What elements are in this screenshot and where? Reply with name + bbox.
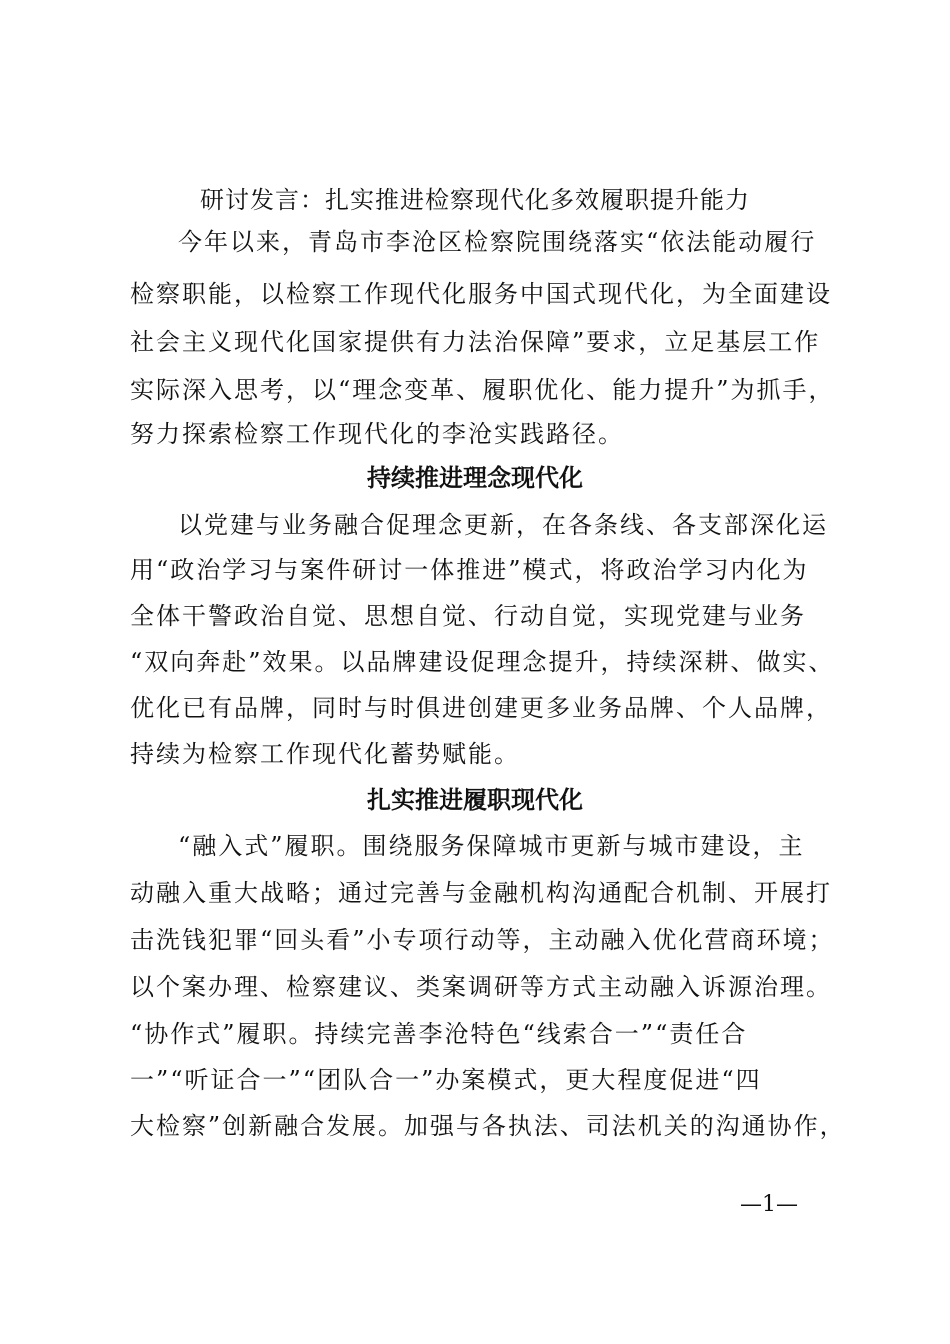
paragraph-line: 努力探索检察工作现代化的李沧实践路径。 — [130, 420, 624, 448]
paragraph-line: 全体干警政治自觉、思想自觉、行动自觉，实现党建与业务 — [130, 602, 806, 630]
paragraph-line: “融入式”履职。围绕服务保障城市更新与城市建设，主 — [178, 832, 805, 860]
section-heading: 持续推进理念现代化 — [367, 463, 583, 492]
paragraph-line: 今年以来，青岛市李沧区检察院围绕落实“依法能动履行 — [178, 228, 817, 256]
document-title: 研讨发言：扎实推进检察现代化多效履职提升能力 — [200, 186, 750, 214]
paragraph-line: 大检察”创新融合发展。加强与各执法、司法机关的沟通协作， — [130, 1112, 846, 1140]
paragraph-line: “协作式”履职。持续完善李沧特色“线索合一”“责任合 — [130, 1020, 748, 1048]
paragraph-line: 一”“听证合一”“团队合一”办案模式，更大程度促进“四 — [130, 1066, 762, 1094]
paragraph-line: 社会主义现代化国家提供有力法治保障”要求，立足基层工作 — [130, 328, 821, 356]
paragraph-line: 检察职能，以检察工作现代化服务中国式现代化，为全面建设 — [130, 280, 832, 308]
paragraph-line: 持续为检察工作现代化蓄势赋能。 — [130, 740, 520, 768]
paragraph-line: 以个案办理、检察建议、类案调研等方式主动融入诉源治理。 — [130, 973, 832, 1001]
paragraph-line: 用“政治学习与案件研讨一体推进”模式，将政治学习内化为 — [130, 556, 809, 584]
paragraph-line: “双向奔赴”效果。以品牌建设促理念提升，持续深耕、做实、 — [130, 648, 835, 676]
paragraph-line: 动融入重大战略；通过完善与金融机构沟通配合机制、开展打 — [130, 879, 832, 907]
section-heading: 扎实推进履职现代化 — [367, 785, 583, 814]
paragraph-line: 实际深入思考，以“理念变革、履职优化、能力提升”为抓手， — [130, 376, 835, 404]
page-number: —1— — [740, 1192, 798, 1217]
paragraph-line: 优化已有品牌，同时与时俱进创建更多业务品牌、个人品牌， — [130, 694, 832, 722]
paragraph-line: 击洗钱犯罪“回头看”小专项行动等，主动融入优化营商环境； — [130, 926, 835, 954]
paragraph-line: 以党建与业务融合促理念更新，在各条线、各支部深化运 — [178, 511, 828, 539]
